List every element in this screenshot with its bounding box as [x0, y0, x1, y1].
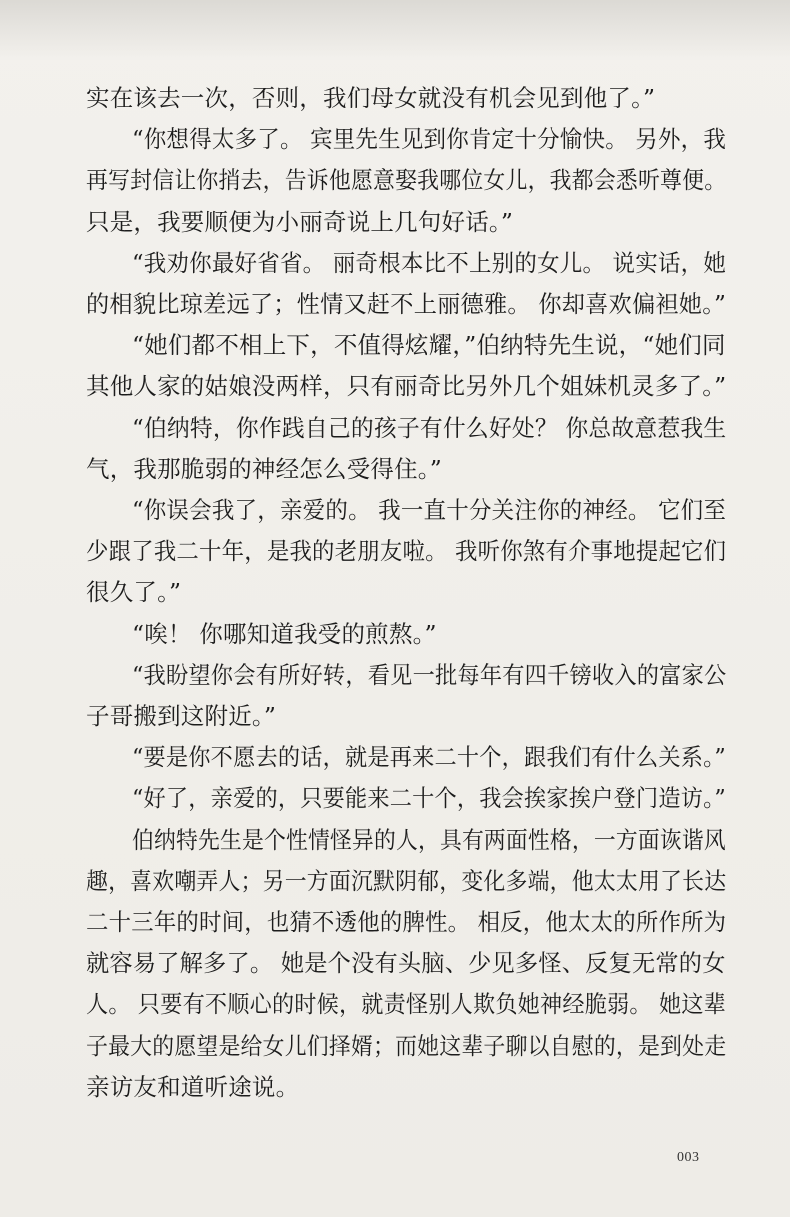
text-line: 再写封信让你捎去，告诉他愿意娶我哪位女儿，我都会悉听尊便。	[86, 166, 727, 195]
text-line: “好了，亲爱的，只要能来二十个，我会挨家挨户登门造访。”	[132, 784, 726, 813]
text-line: 其他人家的姑娘没两样，只有丽奇比另外几个姐妹机灵多了。”	[86, 372, 727, 401]
text-line: 很久了。”	[86, 578, 182, 607]
text-line: “要是你不愿去的话，就是再来二十个，跟我们有什么关系。”	[132, 743, 726, 772]
page-edge-shadow	[0, 0, 790, 60]
text-line: 伯纳特先生是个性情怪异的人，具有两面性格，一方面诙谐风	[132, 825, 726, 854]
text-line: 趣，喜欢嘲弄人；另一方面沉默阴郁，变化多端，他太太用了长达	[86, 866, 727, 895]
text-line: “我盼望你会有所好转，看见一批每年有四千镑收入的富家公	[132, 660, 727, 689]
page-number: 003	[677, 1150, 700, 1165]
text-line: “伯纳特，你作践自己的孩子有什么好处？ 你总故意惹我生	[132, 413, 727, 442]
text-line: 就容易了解多了。 她是个没有头脑、少见多怪、反复无常的女	[86, 949, 726, 978]
text-line: 二十三年的时间，也猜不透他的脾性。 相反，他太太的所作所为	[86, 908, 727, 936]
text-line: 的相貌比琼差远了；性情又赶不上丽德雅。 你却喜欢偏袒她。”	[86, 290, 727, 318]
text-line: 气，我那脆弱的神经怎么受得住。”	[86, 454, 442, 483]
text-line: 子哥搬到这附近。”	[86, 702, 277, 730]
text-line: 少跟了我二十年，是我的老朋友啦。 我听你煞有介事地提起它们	[86, 537, 727, 566]
text-line: “她们都不相上下，不值得炫耀，”伯纳特先生说，“她们同	[132, 331, 726, 360]
text-line: 人。 只要有不顺心的时候，就责怪别人欺负她神经脆弱。 她这辈	[86, 990, 726, 1019]
text-line: “你误会我了，亲爱的。 我一直十分关注你的神经。 它们至	[132, 496, 727, 524]
text-line: “我劝你最好省省。 丽奇根本比不上别的女儿。 说实话，她	[132, 248, 727, 277]
text-line: “你想得太多了。 宾里先生见到你肯定十分愉快。 另外，我	[132, 125, 727, 154]
text-line: 只是，我要顺便为小丽奇说上几句好话。”	[86, 207, 514, 236]
text-line: “唉！ 你哪知道我受的煎熬。”	[132, 619, 437, 648]
text-line: 子最大的愿望是给女儿们择婿；而她这辈子聊以自慰的，是到处走	[86, 1031, 727, 1060]
text-line: 亲访友和道听途说。	[86, 1072, 300, 1101]
text-line: 实在该去一次，否则，我们母女就没有机会见到他了。”	[86, 84, 656, 112]
